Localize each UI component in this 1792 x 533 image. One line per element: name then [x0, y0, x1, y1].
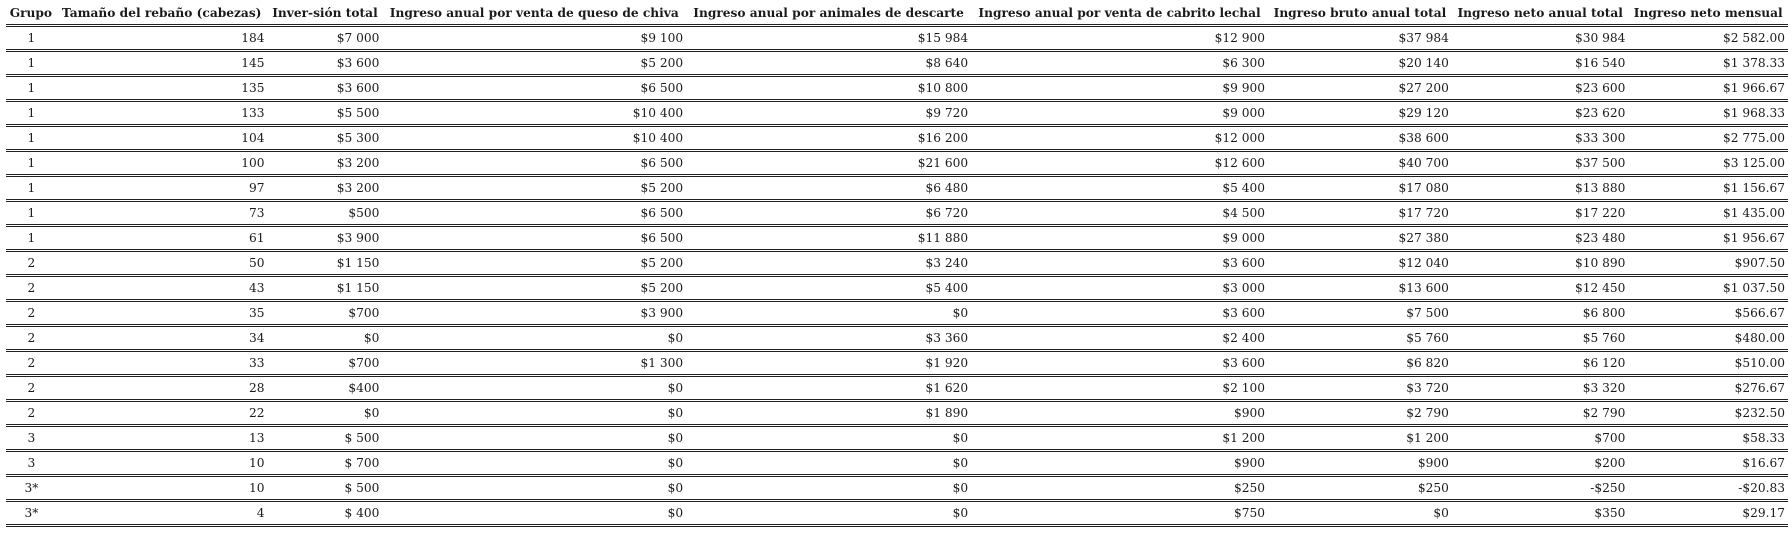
- grupo-cell: 3: [6, 451, 56, 476]
- neto-mensual-cell: $566.67: [1628, 301, 1788, 326]
- queso-cell: $0: [382, 501, 686, 526]
- tamano-cell: 73: [56, 201, 268, 226]
- tamano-cell: 100: [56, 151, 268, 176]
- header-ingreso-queso: Ingreso anual por venta de queso de chiva: [382, 4, 686, 26]
- grupo-cell: 2: [6, 301, 56, 326]
- neto-anual-cell: $10 890: [1452, 251, 1629, 276]
- table-row: [6, 401, 1788, 426]
- tamano-cell: 50: [56, 251, 268, 276]
- table-row: [6, 76, 1788, 101]
- neto-anual-cell: $6 800: [1452, 301, 1629, 326]
- table-row: [6, 326, 1788, 351]
- inversion-cell: $3 200: [268, 151, 383, 176]
- inversion-cell: $ 400: [268, 501, 383, 526]
- inversion-cell: $ 700: [268, 451, 383, 476]
- queso-cell: $6 500: [382, 151, 686, 176]
- neto-mensual-cell: $232.50: [1628, 401, 1788, 426]
- bruto-cell: $0: [1268, 501, 1452, 526]
- header-inversion-total: Inver-sión total: [268, 4, 383, 26]
- descarte-cell: $5 400: [686, 276, 971, 301]
- table-row: [6, 51, 1788, 76]
- table-row: [6, 101, 1788, 126]
- header-ingreso-neto-mensual: Ingreso neto mensual: [1628, 4, 1788, 26]
- cabrito-cell: $12 000: [971, 126, 1268, 151]
- neto-mensual-cell: $1 968.33: [1628, 101, 1788, 126]
- cabrito-cell: $3 000: [971, 276, 1268, 301]
- neto-anual-cell: $6 120: [1452, 351, 1629, 376]
- queso-cell: $6 500: [382, 226, 686, 251]
- grupo-cell: 3*: [6, 501, 56, 526]
- header-tamano-rebano: Tamaño del rebaño (cabezas): [56, 4, 268, 26]
- tamano-cell: 43: [56, 276, 268, 301]
- bruto-cell: $13 600: [1268, 276, 1452, 301]
- descarte-cell: $1 920: [686, 351, 971, 376]
- queso-cell: $0: [382, 326, 686, 351]
- cabrito-cell: $3 600: [971, 251, 1268, 276]
- bruto-cell: $12 040: [1268, 251, 1452, 276]
- queso-cell: $0: [382, 476, 686, 501]
- grupo-cell: 1: [6, 126, 56, 151]
- tamano-cell: 61: [56, 226, 268, 251]
- neto-mensual-cell: $1 037.50: [1628, 276, 1788, 301]
- header-ingreso-cabrito: Ingreso anual por venta de cabrito lechal: [971, 4, 1268, 26]
- grupo-cell: 2: [6, 351, 56, 376]
- descarte-cell: $8 640: [686, 51, 971, 76]
- table-row: [6, 301, 1788, 326]
- header-grupo: Grupo: [6, 4, 56, 26]
- table-row: [6, 451, 1788, 476]
- neto-anual-cell: $17 220: [1452, 201, 1629, 226]
- grupo-cell: 1: [6, 76, 56, 101]
- inversion-cell: $700: [268, 301, 383, 326]
- queso-cell: $5 200: [382, 51, 686, 76]
- inversion-cell: $3 600: [268, 51, 383, 76]
- table-row: [6, 501, 1788, 526]
- grupo-cell: 3*: [6, 476, 56, 501]
- queso-cell: $10 400: [382, 101, 686, 126]
- table-row: [6, 176, 1788, 201]
- cabrito-cell: $9 000: [971, 226, 1268, 251]
- bruto-cell: $20 140: [1268, 51, 1452, 76]
- queso-cell: $0: [382, 451, 686, 476]
- queso-cell: $0: [382, 376, 686, 401]
- header-ingreso-neto-anual: Ingreso neto anual total: [1452, 4, 1629, 26]
- grupo-cell: 1: [6, 226, 56, 251]
- bruto-cell: $250: [1268, 476, 1452, 501]
- descarte-cell: $6 480: [686, 176, 971, 201]
- table-row: [6, 226, 1788, 251]
- table-row: [6, 476, 1788, 501]
- table-row: [6, 151, 1788, 176]
- queso-cell: $0: [382, 426, 686, 451]
- bruto-cell: $5 760: [1268, 326, 1452, 351]
- cabrito-cell: $9 900: [971, 76, 1268, 101]
- tamano-cell: 33: [56, 351, 268, 376]
- grupo-cell: 1: [6, 26, 56, 51]
- tamano-cell: 35: [56, 301, 268, 326]
- grupo-cell: 2: [6, 326, 56, 351]
- descarte-cell: $9 720: [686, 101, 971, 126]
- queso-cell: $5 200: [382, 276, 686, 301]
- herd-income-table: [6, 4, 1788, 527]
- tamano-cell: 135: [56, 76, 268, 101]
- neto-anual-cell: $5 760: [1452, 326, 1629, 351]
- tamano-cell: 145: [56, 51, 268, 76]
- inversion-cell: $500: [268, 201, 383, 226]
- tamano-cell: 133: [56, 101, 268, 126]
- neto-mensual-cell: $1 956.67: [1628, 226, 1788, 251]
- tamano-cell: 104: [56, 126, 268, 151]
- descarte-cell: $0: [686, 501, 971, 526]
- grupo-cell: 2: [6, 376, 56, 401]
- neto-anual-cell: $12 450: [1452, 276, 1629, 301]
- table-row: [6, 26, 1788, 51]
- neto-mensual-cell: $480.00: [1628, 326, 1788, 351]
- table-row: [6, 201, 1788, 226]
- bruto-cell: $900: [1268, 451, 1452, 476]
- tamano-cell: 10: [56, 451, 268, 476]
- neto-anual-cell: $700: [1452, 426, 1629, 451]
- cabrito-cell: $3 600: [971, 351, 1268, 376]
- queso-cell: $10 400: [382, 126, 686, 151]
- cabrito-cell: $6 300: [971, 51, 1268, 76]
- grupo-cell: 1: [6, 201, 56, 226]
- queso-cell: $3 900: [382, 301, 686, 326]
- queso-cell: $0: [382, 401, 686, 426]
- inversion-cell: $ 500: [268, 426, 383, 451]
- neto-anual-cell: $23 600: [1452, 76, 1629, 101]
- descarte-cell: $15 984: [686, 26, 971, 51]
- bruto-cell: $3 720: [1268, 376, 1452, 401]
- bruto-cell: $40 700: [1268, 151, 1452, 176]
- neto-anual-cell: $37 500: [1452, 151, 1629, 176]
- table-row: [6, 426, 1788, 451]
- table-body: [6, 26, 1788, 526]
- grupo-cell: 2: [6, 251, 56, 276]
- bruto-cell: $27 200: [1268, 76, 1452, 101]
- bruto-cell: $7 500: [1268, 301, 1452, 326]
- inversion-cell: $3 900: [268, 226, 383, 251]
- cabrito-cell: $1 200: [971, 426, 1268, 451]
- inversion-cell: $5 500: [268, 101, 383, 126]
- neto-anual-cell: $30 984: [1452, 26, 1629, 51]
- bruto-cell: $38 600: [1268, 126, 1452, 151]
- descarte-cell: $3 240: [686, 251, 971, 276]
- header-ingreso-bruto: Ingreso bruto anual total: [1268, 4, 1452, 26]
- queso-cell: $6 500: [382, 201, 686, 226]
- inversion-cell: $5 300: [268, 126, 383, 151]
- descarte-cell: $0: [686, 476, 971, 501]
- descarte-cell: $0: [686, 426, 971, 451]
- bruto-cell: $37 984: [1268, 26, 1452, 51]
- cabrito-cell: $900: [971, 401, 1268, 426]
- queso-cell: $1 300: [382, 351, 686, 376]
- descarte-cell: $1 620: [686, 376, 971, 401]
- grupo-cell: 2: [6, 401, 56, 426]
- descarte-cell: $10 800: [686, 76, 971, 101]
- bruto-cell: $1 200: [1268, 426, 1452, 451]
- bruto-cell: $2 790: [1268, 401, 1452, 426]
- cabrito-cell: $250: [971, 476, 1268, 501]
- bruto-cell: $17 720: [1268, 201, 1452, 226]
- neto-mensual-cell: $58.33: [1628, 426, 1788, 451]
- descarte-cell: $16 200: [686, 126, 971, 151]
- table-row: [6, 276, 1788, 301]
- neto-anual-cell: $350: [1452, 501, 1629, 526]
- cabrito-cell: $2 100: [971, 376, 1268, 401]
- grupo-cell: 1: [6, 51, 56, 76]
- neto-mensual-cell: $907.50: [1628, 251, 1788, 276]
- neto-anual-cell: $23 480: [1452, 226, 1629, 251]
- inversion-cell: $700: [268, 351, 383, 376]
- descarte-cell: $21 600: [686, 151, 971, 176]
- queso-cell: $5 200: [382, 176, 686, 201]
- table-row: [6, 351, 1788, 376]
- cabrito-cell: $2 400: [971, 326, 1268, 351]
- inversion-cell: $3 200: [268, 176, 383, 201]
- inversion-cell: $7 000: [268, 26, 383, 51]
- cabrito-cell: $12 600: [971, 151, 1268, 176]
- header-ingreso-descarte: Ingreso anual por animales de descarte: [686, 4, 971, 26]
- queso-cell: $9 100: [382, 26, 686, 51]
- neto-mensual-cell: $1 378.33: [1628, 51, 1788, 76]
- cabrito-cell: $3 600: [971, 301, 1268, 326]
- inversion-cell: $ 500: [268, 476, 383, 501]
- bruto-cell: $17 080: [1268, 176, 1452, 201]
- neto-mensual-cell: $510.00: [1628, 351, 1788, 376]
- descarte-cell: $3 360: [686, 326, 971, 351]
- neto-anual-cell: $16 540: [1452, 51, 1629, 76]
- grupo-cell: 2: [6, 276, 56, 301]
- grupo-cell: 1: [6, 151, 56, 176]
- neto-mensual-cell: $29.17: [1628, 501, 1788, 526]
- cabrito-cell: $4 500: [971, 201, 1268, 226]
- tamano-cell: 10: [56, 476, 268, 501]
- grupo-cell: 1: [6, 101, 56, 126]
- neto-anual-cell: -$250: [1452, 476, 1629, 501]
- neto-anual-cell: $2 790: [1452, 401, 1629, 426]
- neto-anual-cell: $23 620: [1452, 101, 1629, 126]
- neto-mensual-cell: $1 156.67: [1628, 176, 1788, 201]
- inversion-cell: $0: [268, 401, 383, 426]
- inversion-cell: $400: [268, 376, 383, 401]
- neto-mensual-cell: $1 435.00: [1628, 201, 1788, 226]
- neto-mensual-cell: $2 582.00: [1628, 26, 1788, 51]
- cabrito-cell: $750: [971, 501, 1268, 526]
- grupo-cell: 1: [6, 176, 56, 201]
- neto-anual-cell: $200: [1452, 451, 1629, 476]
- neto-mensual-cell: $16.67: [1628, 451, 1788, 476]
- grupo-cell: 3: [6, 426, 56, 451]
- table-row: [6, 251, 1788, 276]
- tamano-cell: 28: [56, 376, 268, 401]
- neto-mensual-cell: $2 775.00: [1628, 126, 1788, 151]
- inversion-cell: $3 600: [268, 76, 383, 101]
- bruto-cell: $29 120: [1268, 101, 1452, 126]
- tamano-cell: 4: [56, 501, 268, 526]
- tamano-cell: 34: [56, 326, 268, 351]
- bruto-cell: $27 380: [1268, 226, 1452, 251]
- queso-cell: $5 200: [382, 251, 686, 276]
- tamano-cell: 97: [56, 176, 268, 201]
- descarte-cell: $1 890: [686, 401, 971, 426]
- neto-anual-cell: $3 320: [1452, 376, 1629, 401]
- inversion-cell: $0: [268, 326, 383, 351]
- cabrito-cell: $12 900: [971, 26, 1268, 51]
- inversion-cell: $1 150: [268, 251, 383, 276]
- queso-cell: $6 500: [382, 76, 686, 101]
- neto-mensual-cell: $276.67: [1628, 376, 1788, 401]
- table-row: [6, 126, 1788, 151]
- tamano-cell: 13: [56, 426, 268, 451]
- neto-mensual-cell: -$20.83: [1628, 476, 1788, 501]
- cabrito-cell: $9 000: [971, 101, 1268, 126]
- tamano-cell: 184: [56, 26, 268, 51]
- bruto-cell: $6 820: [1268, 351, 1452, 376]
- header-row: [6, 4, 1788, 26]
- descarte-cell: $0: [686, 301, 971, 326]
- inversion-cell: $1 150: [268, 276, 383, 301]
- tamano-cell: 22: [56, 401, 268, 426]
- neto-anual-cell: $33 300: [1452, 126, 1629, 151]
- descarte-cell: $6 720: [686, 201, 971, 226]
- descarte-cell: $11 880: [686, 226, 971, 251]
- neto-mensual-cell: $3 125.00: [1628, 151, 1788, 176]
- neto-anual-cell: $13 880: [1452, 176, 1629, 201]
- table-row: [6, 376, 1788, 401]
- neto-mensual-cell: $1 966.67: [1628, 76, 1788, 101]
- cabrito-cell: $900: [971, 451, 1268, 476]
- cabrito-cell: $5 400: [971, 176, 1268, 201]
- descarte-cell: $0: [686, 451, 971, 476]
